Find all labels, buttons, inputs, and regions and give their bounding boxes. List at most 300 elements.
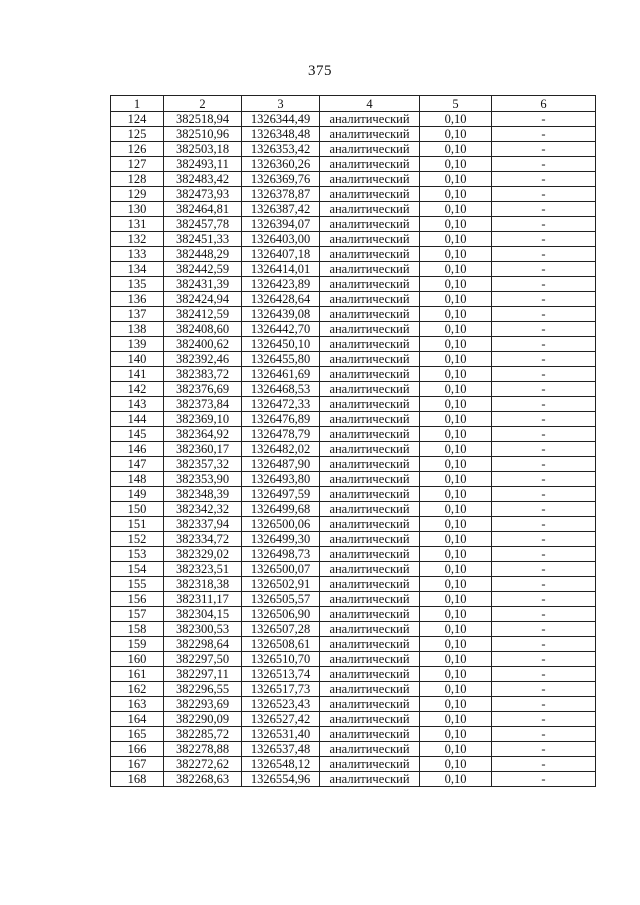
note-cell: - [492, 202, 596, 217]
x-coordinate-cell: 382353,90 [164, 472, 242, 487]
y-coordinate-cell: 1326498,73 [242, 547, 320, 562]
point-number-cell: 126 [111, 142, 164, 157]
point-number-cell: 138 [111, 322, 164, 337]
accuracy-cell: 0,10 [420, 697, 492, 712]
y-coordinate-cell: 1326505,57 [242, 592, 320, 607]
note-cell: - [492, 682, 596, 697]
point-number-cell: 166 [111, 742, 164, 757]
note-cell: - [492, 532, 596, 547]
y-coordinate-cell: 1326423,89 [242, 277, 320, 292]
point-number-cell: 132 [111, 232, 164, 247]
accuracy-cell: 0,10 [420, 457, 492, 472]
method-cell: аналитический [320, 307, 420, 322]
point-number-cell: 163 [111, 697, 164, 712]
y-coordinate-cell: 1326348,48 [242, 127, 320, 142]
note-cell: - [492, 562, 596, 577]
table-row [111, 472, 596, 487]
accuracy-cell: 0,10 [420, 757, 492, 772]
table-row [111, 652, 596, 667]
accuracy-cell: 0,10 [420, 772, 492, 787]
accuracy-cell: 0,10 [420, 562, 492, 577]
x-coordinate-cell: 382424,94 [164, 292, 242, 307]
x-coordinate-cell: 382373,84 [164, 397, 242, 412]
method-cell: аналитический [320, 337, 420, 352]
note-cell: - [492, 337, 596, 352]
point-number-cell: 137 [111, 307, 164, 322]
note-cell: - [492, 637, 596, 652]
point-number-cell: 148 [111, 472, 164, 487]
note-cell: - [492, 382, 596, 397]
accuracy-cell: 0,10 [420, 277, 492, 292]
table-row [111, 217, 596, 232]
accuracy-cell: 0,10 [420, 682, 492, 697]
method-cell: аналитический [320, 142, 420, 157]
method-cell: аналитический [320, 577, 420, 592]
method-cell: аналитический [320, 547, 420, 562]
accuracy-cell: 0,10 [420, 247, 492, 262]
method-cell: аналитический [320, 172, 420, 187]
accuracy-cell: 0,10 [420, 367, 492, 382]
accuracy-cell: 0,10 [420, 517, 492, 532]
method-cell: аналитический [320, 757, 420, 772]
point-number-cell: 156 [111, 592, 164, 607]
method-cell: аналитический [320, 277, 420, 292]
x-coordinate-cell: 382412,59 [164, 307, 242, 322]
x-coordinate-cell: 382473,93 [164, 187, 242, 202]
table-row [111, 637, 596, 652]
point-number-cell: 135 [111, 277, 164, 292]
accuracy-cell: 0,10 [420, 652, 492, 667]
point-number-cell: 160 [111, 652, 164, 667]
table-row [111, 157, 596, 172]
point-number-cell: 153 [111, 547, 164, 562]
table-row [111, 382, 596, 397]
point-number-cell: 144 [111, 412, 164, 427]
accuracy-cell: 0,10 [420, 397, 492, 412]
x-coordinate-cell: 382297,50 [164, 652, 242, 667]
point-number-cell: 142 [111, 382, 164, 397]
x-coordinate-cell: 382296,55 [164, 682, 242, 697]
x-coordinate-cell: 382337,94 [164, 517, 242, 532]
table-row [111, 397, 596, 412]
x-coordinate-cell: 382493,11 [164, 157, 242, 172]
y-coordinate-cell: 1326487,90 [242, 457, 320, 472]
y-coordinate-cell: 1326508,61 [242, 637, 320, 652]
note-cell: - [492, 217, 596, 232]
table-row [111, 412, 596, 427]
note-cell: - [492, 397, 596, 412]
table-row [111, 712, 596, 727]
table-row [111, 142, 596, 157]
method-cell: аналитический [320, 247, 420, 262]
y-coordinate-cell: 1326344,49 [242, 112, 320, 127]
method-cell: аналитический [320, 457, 420, 472]
method-cell: аналитический [320, 637, 420, 652]
point-number-cell: 141 [111, 367, 164, 382]
accuracy-cell: 0,10 [420, 202, 492, 217]
table-row [111, 172, 596, 187]
x-coordinate-cell: 382408,60 [164, 322, 242, 337]
table-row [111, 622, 596, 637]
y-coordinate-cell: 1326500,07 [242, 562, 320, 577]
point-number-cell: 133 [111, 247, 164, 262]
accuracy-cell: 0,10 [420, 592, 492, 607]
x-coordinate-cell: 382510,96 [164, 127, 242, 142]
method-cell: аналитический [320, 652, 420, 667]
coordinates-table [110, 95, 596, 787]
method-cell: аналитический [320, 262, 420, 277]
point-number-cell: 140 [111, 352, 164, 367]
point-number-cell: 152 [111, 532, 164, 547]
y-coordinate-cell: 1326468,53 [242, 382, 320, 397]
point-number-cell: 159 [111, 637, 164, 652]
method-cell: аналитический [320, 412, 420, 427]
method-cell: аналитический [320, 727, 420, 742]
point-number-cell: 149 [111, 487, 164, 502]
table-row [111, 502, 596, 517]
y-coordinate-cell: 1326455,80 [242, 352, 320, 367]
note-cell: - [492, 412, 596, 427]
point-number-cell: 168 [111, 772, 164, 787]
method-cell: аналитический [320, 532, 420, 547]
y-coordinate-cell: 1326506,90 [242, 607, 320, 622]
accuracy-cell: 0,10 [420, 532, 492, 547]
note-cell: - [492, 502, 596, 517]
point-number-cell: 162 [111, 682, 164, 697]
accuracy-cell: 0,10 [420, 232, 492, 247]
method-cell: аналитический [320, 772, 420, 787]
table-row [111, 772, 596, 787]
table-row [111, 427, 596, 442]
accuracy-cell: 0,10 [420, 727, 492, 742]
x-coordinate-cell: 382431,39 [164, 277, 242, 292]
y-coordinate-cell: 1326523,43 [242, 697, 320, 712]
y-coordinate-cell: 1326472,33 [242, 397, 320, 412]
table-row [111, 757, 596, 772]
table-row [111, 352, 596, 367]
note-cell: - [492, 187, 596, 202]
column-header: 1 [111, 96, 164, 112]
accuracy-cell: 0,10 [420, 442, 492, 457]
table-body [111, 112, 596, 787]
point-number-cell: 129 [111, 187, 164, 202]
accuracy-cell: 0,10 [420, 547, 492, 562]
note-cell: - [492, 292, 596, 307]
accuracy-cell: 0,10 [420, 472, 492, 487]
accuracy-cell: 0,10 [420, 262, 492, 277]
accuracy-cell: 0,10 [420, 307, 492, 322]
table-row [111, 187, 596, 202]
method-cell: аналитический [320, 127, 420, 142]
method-cell: аналитический [320, 472, 420, 487]
table-row [111, 562, 596, 577]
note-cell: - [492, 142, 596, 157]
y-coordinate-cell: 1326461,69 [242, 367, 320, 382]
method-cell: аналитический [320, 592, 420, 607]
point-number-cell: 128 [111, 172, 164, 187]
accuracy-cell: 0,10 [420, 622, 492, 637]
accuracy-cell: 0,10 [420, 352, 492, 367]
note-cell: - [492, 322, 596, 337]
method-cell: аналитический [320, 202, 420, 217]
page-number: 375 [308, 63, 332, 79]
table-row [111, 532, 596, 547]
table-row [111, 322, 596, 337]
note-cell: - [492, 247, 596, 262]
y-coordinate-cell: 1326476,89 [242, 412, 320, 427]
y-coordinate-cell: 1326450,10 [242, 337, 320, 352]
note-cell: - [492, 607, 596, 622]
note-cell: - [492, 712, 596, 727]
x-coordinate-cell: 382318,38 [164, 577, 242, 592]
note-cell: - [492, 457, 596, 472]
note-cell: - [492, 157, 596, 172]
table-row [111, 727, 596, 742]
note-cell: - [492, 172, 596, 187]
note-cell: - [492, 307, 596, 322]
y-coordinate-cell: 1326531,40 [242, 727, 320, 742]
table-row [111, 232, 596, 247]
point-number-cell: 131 [111, 217, 164, 232]
method-cell: аналитический [320, 442, 420, 457]
point-number-cell: 150 [111, 502, 164, 517]
x-coordinate-cell: 382400,62 [164, 337, 242, 352]
accuracy-cell: 0,10 [420, 172, 492, 187]
x-coordinate-cell: 382383,72 [164, 367, 242, 382]
method-cell: аналитический [320, 682, 420, 697]
point-number-cell: 151 [111, 517, 164, 532]
method-cell: аналитический [320, 712, 420, 727]
x-coordinate-cell: 382442,59 [164, 262, 242, 277]
point-number-cell: 125 [111, 127, 164, 142]
x-coordinate-cell: 382293,69 [164, 697, 242, 712]
point-number-cell: 158 [111, 622, 164, 637]
point-number-cell: 130 [111, 202, 164, 217]
x-coordinate-cell: 382298,64 [164, 637, 242, 652]
accuracy-cell: 0,10 [420, 637, 492, 652]
y-coordinate-cell: 1326497,59 [242, 487, 320, 502]
x-coordinate-cell: 382483,42 [164, 172, 242, 187]
x-coordinate-cell: 382290,09 [164, 712, 242, 727]
accuracy-cell: 0,10 [420, 607, 492, 622]
method-cell: аналитический [320, 502, 420, 517]
note-cell: - [492, 652, 596, 667]
accuracy-cell: 0,10 [420, 412, 492, 427]
x-coordinate-cell: 382300,53 [164, 622, 242, 637]
accuracy-cell: 0,10 [420, 382, 492, 397]
note-cell: - [492, 757, 596, 772]
note-cell: - [492, 442, 596, 457]
note-cell: - [492, 472, 596, 487]
y-coordinate-cell: 1326439,08 [242, 307, 320, 322]
y-coordinate-cell: 1326407,18 [242, 247, 320, 262]
table-row [111, 547, 596, 562]
method-cell: аналитический [320, 622, 420, 637]
x-coordinate-cell: 382448,29 [164, 247, 242, 262]
y-coordinate-cell: 1326387,42 [242, 202, 320, 217]
table-row [111, 517, 596, 532]
y-coordinate-cell: 1326510,70 [242, 652, 320, 667]
table-row [111, 127, 596, 142]
table-row [111, 697, 596, 712]
x-coordinate-cell: 382376,69 [164, 382, 242, 397]
table-row [111, 277, 596, 292]
point-number-cell: 139 [111, 337, 164, 352]
table-row [111, 112, 596, 127]
y-coordinate-cell: 1326517,73 [242, 682, 320, 697]
note-cell: - [492, 367, 596, 382]
table-row [111, 202, 596, 217]
table-row [111, 262, 596, 277]
y-coordinate-cell: 1326360,26 [242, 157, 320, 172]
table-row [111, 442, 596, 457]
accuracy-cell: 0,10 [420, 127, 492, 142]
accuracy-cell: 0,10 [420, 667, 492, 682]
point-number-cell: 155 [111, 577, 164, 592]
y-coordinate-cell: 1326428,64 [242, 292, 320, 307]
table-row [111, 457, 596, 472]
y-coordinate-cell: 1326548,12 [242, 757, 320, 772]
x-coordinate-cell: 382451,33 [164, 232, 242, 247]
method-cell: аналитический [320, 382, 420, 397]
note-cell: - [492, 232, 596, 247]
method-cell: аналитический [320, 742, 420, 757]
table-row [111, 247, 596, 262]
method-cell: аналитический [320, 367, 420, 382]
y-coordinate-cell: 1326537,48 [242, 742, 320, 757]
x-coordinate-cell: 382329,02 [164, 547, 242, 562]
note-cell: - [492, 127, 596, 142]
method-cell: аналитический [320, 427, 420, 442]
method-cell: аналитический [320, 232, 420, 247]
method-cell: аналитический [320, 217, 420, 232]
method-cell: аналитический [320, 697, 420, 712]
y-coordinate-cell: 1326442,70 [242, 322, 320, 337]
note-cell: - [492, 517, 596, 532]
point-number-cell: 164 [111, 712, 164, 727]
point-number-cell: 161 [111, 667, 164, 682]
table-header-row [111, 96, 596, 112]
table-row [111, 337, 596, 352]
y-coordinate-cell: 1326507,28 [242, 622, 320, 637]
accuracy-cell: 0,10 [420, 322, 492, 337]
x-coordinate-cell: 382392,46 [164, 352, 242, 367]
point-number-cell: 136 [111, 292, 164, 307]
table-row [111, 367, 596, 382]
y-coordinate-cell: 1326493,80 [242, 472, 320, 487]
y-coordinate-cell: 1326378,87 [242, 187, 320, 202]
method-cell: аналитический [320, 322, 420, 337]
method-cell: аналитический [320, 487, 420, 502]
x-coordinate-cell: 382369,10 [164, 412, 242, 427]
method-cell: аналитический [320, 562, 420, 577]
point-number-cell: 127 [111, 157, 164, 172]
y-coordinate-cell: 1326513,74 [242, 667, 320, 682]
point-number-cell: 146 [111, 442, 164, 457]
note-cell: - [492, 112, 596, 127]
point-number-cell: 154 [111, 562, 164, 577]
note-cell: - [492, 622, 596, 637]
note-cell: - [492, 352, 596, 367]
column-header: 4 [320, 96, 420, 112]
note-cell: - [492, 277, 596, 292]
note-cell: - [492, 547, 596, 562]
note-cell: - [492, 592, 596, 607]
x-coordinate-cell: 382348,39 [164, 487, 242, 502]
y-coordinate-cell: 1326403,00 [242, 232, 320, 247]
x-coordinate-cell: 382278,88 [164, 742, 242, 757]
method-cell: аналитический [320, 157, 420, 172]
note-cell: - [492, 727, 596, 742]
table-row [111, 607, 596, 622]
table-row [111, 742, 596, 757]
point-number-cell: 124 [111, 112, 164, 127]
y-coordinate-cell: 1326394,07 [242, 217, 320, 232]
y-coordinate-cell: 1326353,42 [242, 142, 320, 157]
x-coordinate-cell: 382457,78 [164, 217, 242, 232]
x-coordinate-cell: 382464,81 [164, 202, 242, 217]
point-number-cell: 157 [111, 607, 164, 622]
note-cell: - [492, 427, 596, 442]
table-row [111, 487, 596, 502]
x-coordinate-cell: 382304,15 [164, 607, 242, 622]
column-header: 2 [164, 96, 242, 112]
accuracy-cell: 0,10 [420, 112, 492, 127]
x-coordinate-cell: 382268,63 [164, 772, 242, 787]
point-number-cell: 134 [111, 262, 164, 277]
y-coordinate-cell: 1326500,06 [242, 517, 320, 532]
accuracy-cell: 0,10 [420, 577, 492, 592]
x-coordinate-cell: 382285,72 [164, 727, 242, 742]
accuracy-cell: 0,10 [420, 337, 492, 352]
point-number-cell: 147 [111, 457, 164, 472]
method-cell: аналитический [320, 667, 420, 682]
method-cell: аналитический [320, 292, 420, 307]
point-number-cell: 145 [111, 427, 164, 442]
method-cell: аналитический [320, 397, 420, 412]
x-coordinate-cell: 382323,51 [164, 562, 242, 577]
column-header: 6 [492, 96, 596, 112]
accuracy-cell: 0,10 [420, 487, 492, 502]
note-cell: - [492, 742, 596, 757]
note-cell: - [492, 577, 596, 592]
method-cell: аналитический [320, 607, 420, 622]
x-coordinate-cell: 382360,17 [164, 442, 242, 457]
method-cell: аналитический [320, 187, 420, 202]
point-number-cell: 167 [111, 757, 164, 772]
y-coordinate-cell: 1326478,79 [242, 427, 320, 442]
accuracy-cell: 0,10 [420, 742, 492, 757]
table-row [111, 292, 596, 307]
method-cell: аналитический [320, 112, 420, 127]
x-coordinate-cell: 382342,32 [164, 502, 242, 517]
accuracy-cell: 0,10 [420, 427, 492, 442]
x-coordinate-cell: 382272,62 [164, 757, 242, 772]
y-coordinate-cell: 1326414,01 [242, 262, 320, 277]
y-coordinate-cell: 1326502,91 [242, 577, 320, 592]
y-coordinate-cell: 1326499,68 [242, 502, 320, 517]
accuracy-cell: 0,10 [420, 142, 492, 157]
x-coordinate-cell: 382357,32 [164, 457, 242, 472]
table-row [111, 307, 596, 322]
y-coordinate-cell: 1326369,76 [242, 172, 320, 187]
table-row [111, 577, 596, 592]
table-row [111, 667, 596, 682]
accuracy-cell: 0,10 [420, 157, 492, 172]
point-number-cell: 165 [111, 727, 164, 742]
y-coordinate-cell: 1326554,96 [242, 772, 320, 787]
accuracy-cell: 0,10 [420, 712, 492, 727]
